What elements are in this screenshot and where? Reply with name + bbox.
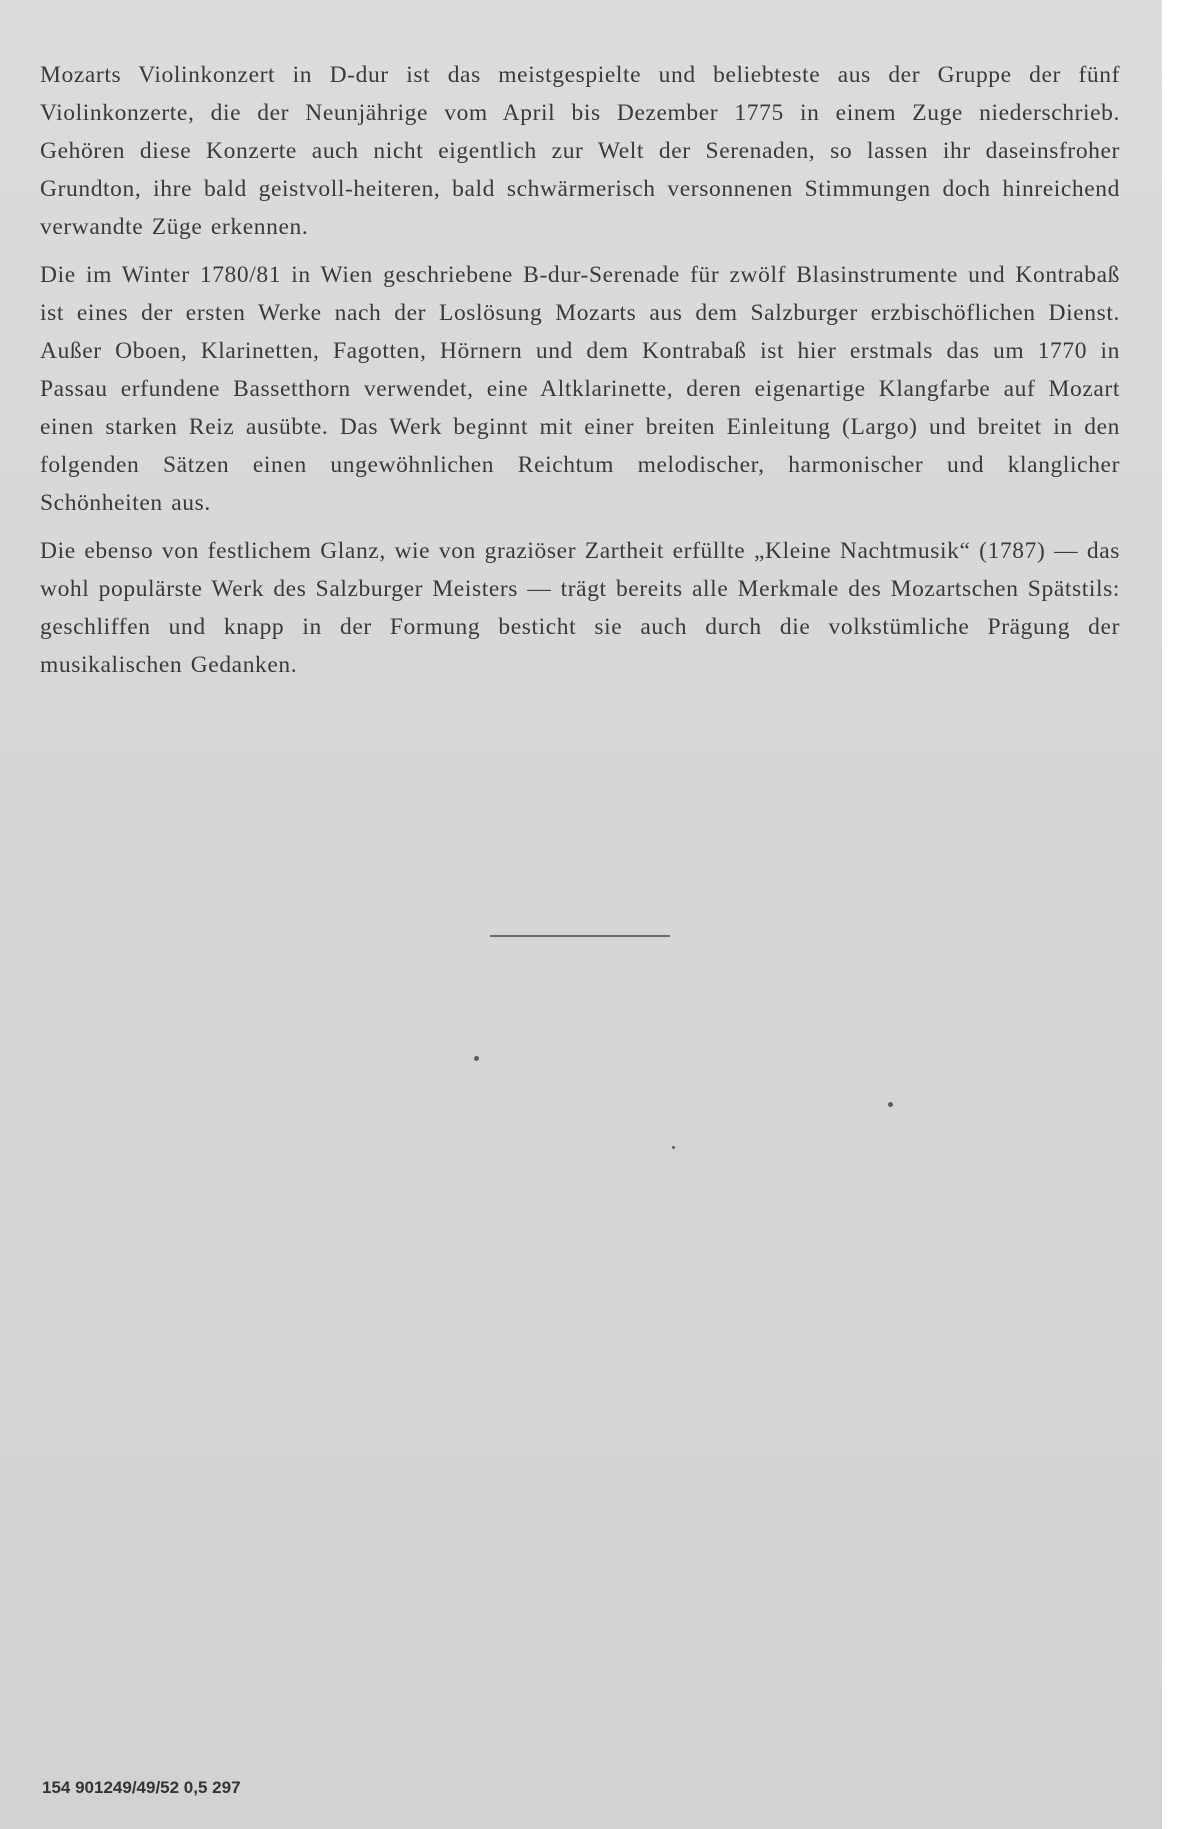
section-divider [490, 935, 670, 937]
print-code: 154 901249/49/52 0,5 297 [42, 1778, 241, 1797]
dust-speck [672, 1146, 675, 1149]
paragraph-kleine-nachtmusik: Die ebenso von festlichem Glanz, wie von graziöser Zartheit erfüllte „Kleine Nachtmusik“ (1787) — das wohl populärste Werk des Salzburger Meisters — trägt bereits alle Merkmale des Mozartschen Spätstils: geschliffen und knapp in der Formung besticht sie auch durch die volkstümliche Prägung der musikalischen Gedanken. [40, 538, 1120, 678]
paragraph-wind-serenade: Die im Winter 1780/81 in Wien geschriebene B-dur-Serenade für zwölf Blasinstrumente und Kontrabaß ist eines der ersten Werke nach der Loslösung Mozarts aus dem Salzburger erzbischöflichen Dienst. Außer Oboen, Klarinetten, Fagotten, Hörnern und dem Kontrabaß ist hier erstmals das um 1770 in Passau erfundene Bassetthorn verwendet, eine Altklarinette, deren eigenartige Klangfarbe auf Mozart einen starken Reiz ausübte. Das Werk beginnt mit einer breiten Einleitung (Largo) und breitet in den folgenden Sätzen einen ungewöhnlichen Reichtum melodischer, harmonischer und klanglicher Schönheiten aus. [40, 262, 1120, 516]
paragraph-violin-concerto: Mozarts Violinkonzert in D-dur ist das meistgespielte und beliebteste aus der Gruppe der fünf Violinkonzerte, die der Neunjährige vom April bis Dezember 1775 in einem Zuge niederschrieb. Gehören diese Konzerte auch nicht eigentlich zur Welt der Serenaden, so lassen ihr daseinsfroher Grundton, ihre bald geistvoll-heiteren, bald schwärmerisch versonnenen Stimmungen doch hinreichend verwandte Züge erkennen. [40, 62, 1120, 240]
dust-speck [474, 1056, 479, 1061]
dust-speck [888, 1102, 893, 1107]
body-text [40, 56, 1120, 694]
